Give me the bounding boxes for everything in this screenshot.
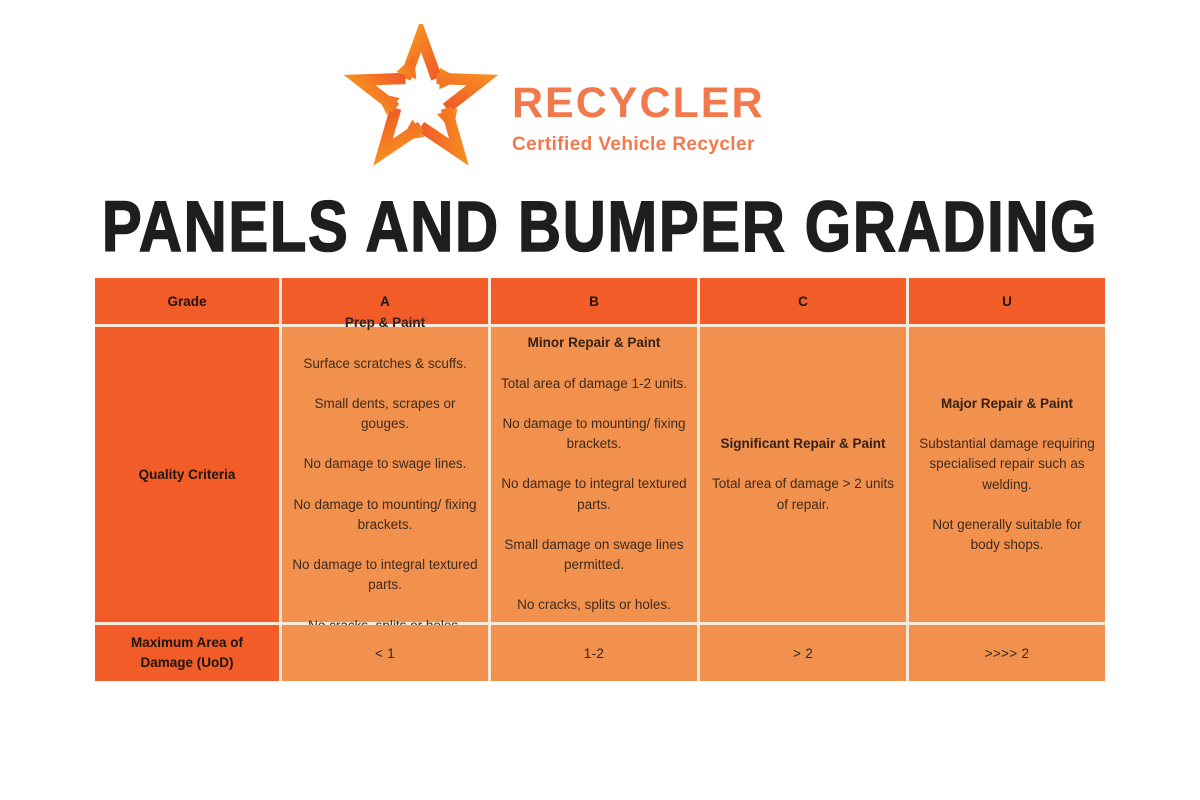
criteria-heading: Major Repair & Paint (940, 395, 1074, 411)
criteria-cell-grade-c (700, 327, 906, 622)
page-title: PANELS AND BUMPER GRADING (101, 188, 1099, 267)
criteria-item: Total area of damage > 2 units of repair. (712, 476, 894, 512)
criteria-item: Small dents, scrapes or gouges. (314, 395, 456, 431)
criteria-item: Not generally suitable for body shops. (932, 516, 1082, 552)
header-cell-grade-c: C (700, 278, 906, 324)
grading-table (95, 278, 1105, 681)
criteria-heading: Prep & Paint (344, 315, 426, 331)
criteria-item: No damage to integral textured parts. (292, 557, 478, 593)
header-cell-grade-b: B (491, 278, 697, 324)
criteria-item: No damage to mounting/ fixing brackets. (502, 415, 686, 452)
brand-tagline: Certified Vehicle Recycler (512, 134, 755, 155)
row-label-max-damage: Maximum Area of Damage (UoD) (95, 625, 279, 681)
criteria-item: No cracks, splits or holes. (517, 597, 671, 613)
criteria-item: Small damage on swage lines permitted. (504, 536, 684, 573)
recycler-logo (338, 24, 765, 176)
criteria-cell-grade-b (491, 327, 697, 622)
max-damage-value-b: 1-2 (491, 625, 697, 681)
criteria-item: No damage to mounting/ fixing brackets. (293, 496, 477, 532)
criteria-item: No damage to swage lines. (303, 456, 467, 472)
max-damage-value-u: >>>> 2 (909, 625, 1105, 681)
criteria-item: Total area of damage 1-2 units. (500, 375, 688, 391)
arrow-star-recycle-icon (338, 24, 504, 176)
brand-text-block (512, 44, 765, 156)
header-cell-grade-a: A (282, 278, 488, 324)
criteria-heading: Significant Repair & Paint (720, 436, 886, 452)
criteria-cell-grade-a (282, 315, 488, 622)
criteria-item: Surface scratches & scuffs. (303, 355, 467, 371)
row-label-quality-criteria: Quality Criteria (95, 327, 279, 622)
criteria-heading: Minor Repair & Paint (527, 335, 661, 351)
page-title-wrap (0, 188, 1200, 267)
header-cell-grade-u: U (909, 278, 1105, 324)
criteria-cell-grade-u (909, 327, 1105, 622)
criteria-item: Substantial damage requiring specialised repair such as welding. (919, 436, 1095, 492)
header-cell-grade: Grade (95, 278, 279, 324)
criteria-item: No damage to integral textured parts. (501, 476, 687, 512)
max-damage-value-a: < 1 (282, 625, 488, 681)
brand-name: RECYCLER (512, 79, 765, 127)
max-damage-value-c: > 2 (700, 625, 906, 681)
